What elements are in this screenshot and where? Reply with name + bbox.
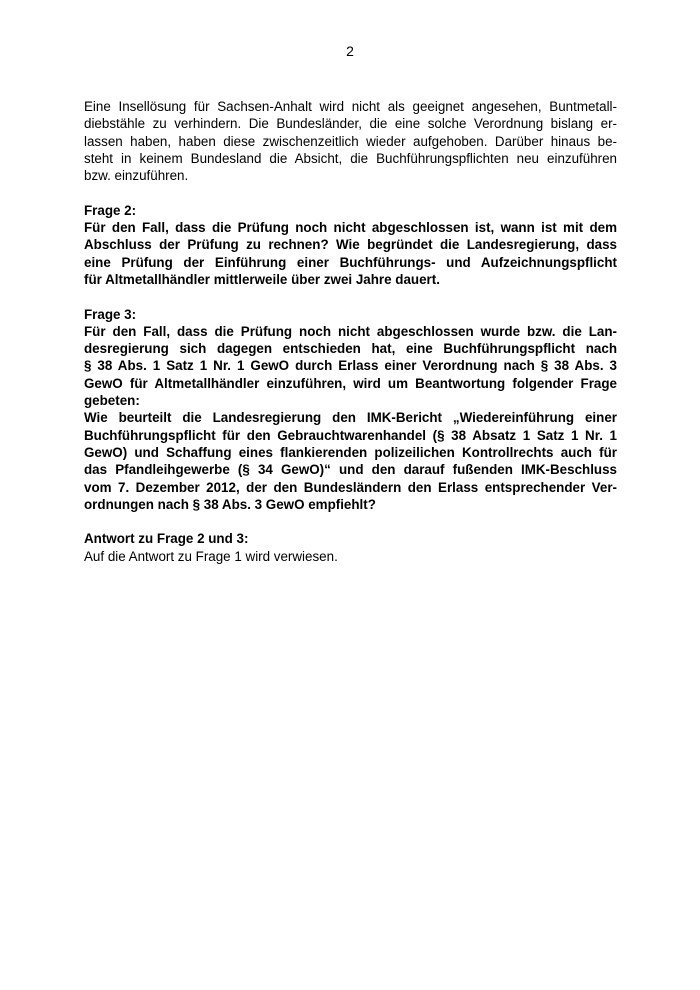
frage-2-section <box>84 202 617 288</box>
document-body <box>84 98 617 565</box>
question-line: ordnungen nach § 38 Abs. 3 GewO empfiehlt? <box>84 496 376 512</box>
frage-3-section <box>84 306 617 514</box>
frage-2-heading: Frage 2: <box>84 202 137 218</box>
question-line: desregierung sich dagegen entschieden hat, eine Buchführungspflicht nach <box>84 341 617 357</box>
question-line: eine Prüfung der Einführung einer Buchführungs- und Aufzeichnungspflicht <box>84 254 617 270</box>
antwort-section <box>84 530 617 565</box>
question-line: gebeten: <box>84 393 140 409</box>
question-line: Für den Fall, dass die Prüfung noch nicht abgeschlossen ist, wann ist mit dem <box>84 220 617 236</box>
question-line: vom 7. Dezember 2012, der den Bundesländern den Erlass entsprechender Ver- <box>84 479 617 495</box>
question-line: das Pfandleihgewerbe (§ 34 GewO)“ und den darauf fußenden IMK-Beschluss <box>84 462 617 478</box>
question-line: Abschluss der Prüfung zu rechnen? Wie begründet die Landesregierung, dass <box>84 237 617 253</box>
question-line: GewO) und Schaffung eines flankierenden polizeilichen Kontrollrechts auch für <box>84 444 617 460</box>
paragraph-line: lassen haben, haben diese zwischenzeitlich wieder aufgehoben. Darüber hinaus be- <box>84 133 617 149</box>
intro-paragraph <box>84 98 617 184</box>
paragraph-line: bzw. einzuführen. <box>84 168 189 184</box>
question-line: Für den Fall, dass die Prüfung noch nicht abgeschlossen wurde bzw. die Lan- <box>84 323 617 339</box>
question-line: GewO für Altmetallhändler einzuführen, wird um Beantwortung folgender Frage <box>84 375 617 391</box>
paragraph-line: diebstähle zu verhindern. Die Bundesländer, die eine solche Verordnung bislang er- <box>84 116 617 132</box>
question-line: für Altmetallhändler mittlerweile über zwei Jahre dauert. <box>84 271 440 287</box>
paragraph-line: Eine Insellösung für Sachsen-Anhalt wird nicht als geeignet angesehen, Buntmetall- <box>84 99 617 114</box>
paragraph-line: steht in keinem Bundesland die Absicht, die Buchführungspflichten neu einzuführen <box>84 150 617 166</box>
question-line: Wie beurteilt die Landesregierung den IMK-Bericht „Wiedereinführung einer <box>84 410 617 426</box>
antwort-text: Auf die Antwort zu Frage 1 wird verwiesen. <box>84 548 338 564</box>
antwort-heading: Antwort zu Frage 2 und 3: <box>84 531 249 547</box>
frage-3-heading: Frage 3: <box>84 306 137 322</box>
question-line: Buchführungspflicht für den Gebrauchtwarenhandel (§ 38 Absatz 1 Satz 1 Nr. 1 <box>84 427 617 443</box>
page-number: 2 <box>346 43 354 59</box>
question-line: § 38 Abs. 1 Satz 1 Nr. 1 GewO durch Erlass einer Verordnung nach § 38 Abs. 3 <box>84 358 617 374</box>
